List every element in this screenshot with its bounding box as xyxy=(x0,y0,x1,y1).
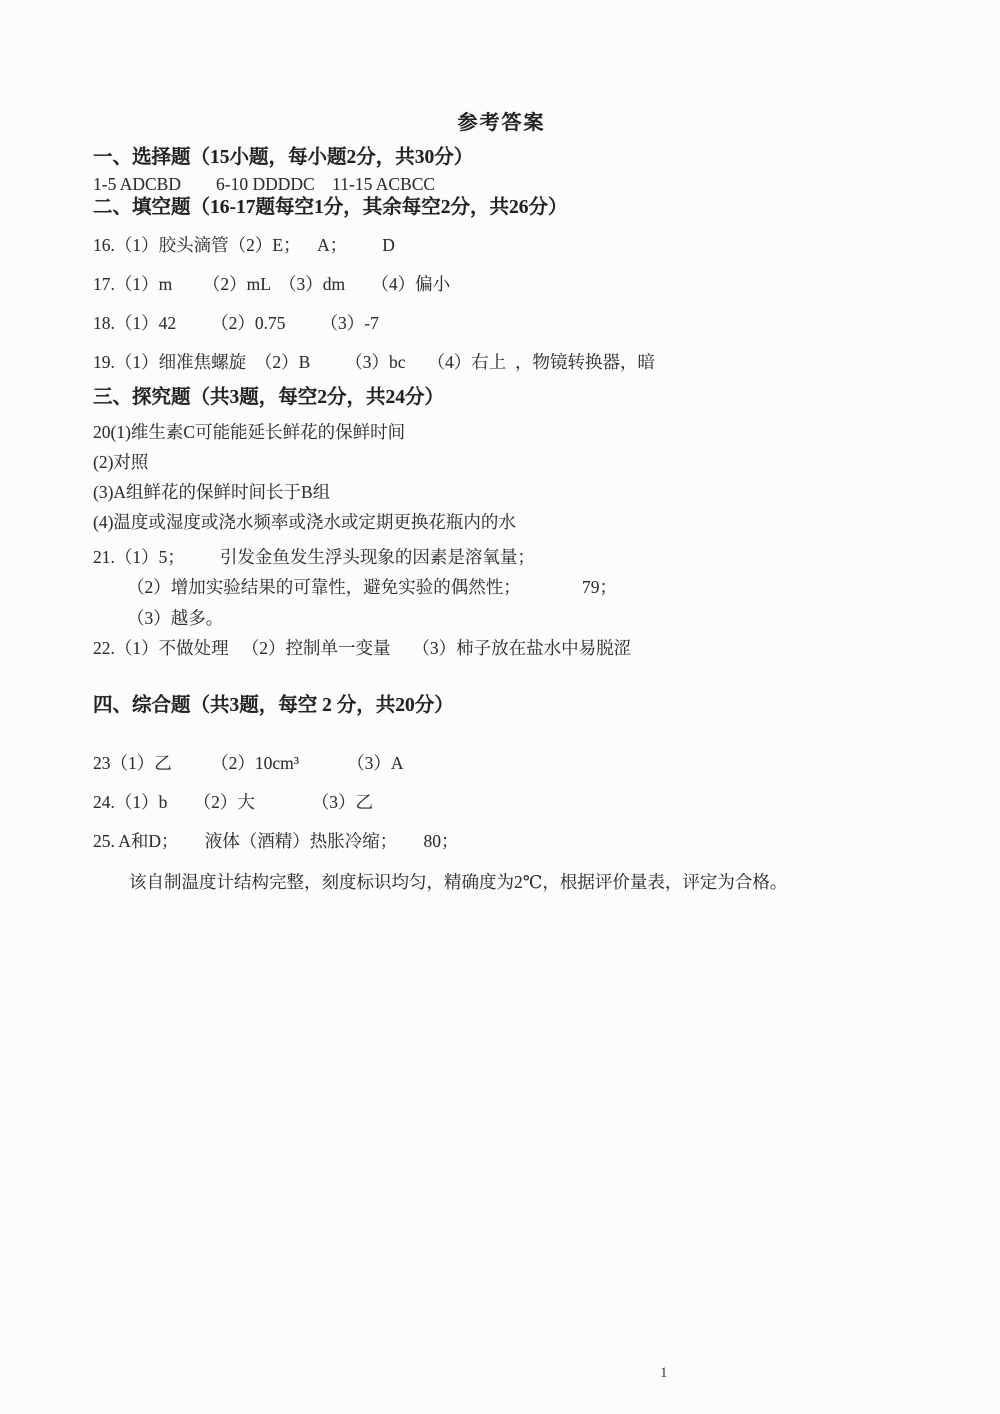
line-answers-1-15: 1-5 ADCBD 6-10 DDDDC 11-15 ACBCC xyxy=(93,174,436,194)
section-heading-multiple-choice: 一、选择题（15小题，每小题2分，共30分） xyxy=(93,147,474,168)
line-q21-part1: 21.（1）5； 引发金鱼发生浮头现象的因素是溶氧量； xyxy=(93,547,535,567)
line-q20-part2: (2)对照 xyxy=(93,452,149,472)
line-q20-part3: (3)A组鲜花的保鲜时间长于B组 xyxy=(93,482,331,502)
section-heading-comprehensive: 四、综合题（共3题，每空 2 分，共20分） xyxy=(93,695,454,716)
section-heading-inquiry: 三、探究题（共3题，每空2分，共24分） xyxy=(93,387,445,408)
line-q25: 25. A和D； 液体（酒精）热胀冷缩； 80； xyxy=(93,831,459,851)
line-q21-part3: （3）越多。 xyxy=(127,608,224,628)
line-q16: 16.（1）胶头滴管（2）E； A； D xyxy=(93,235,395,255)
line-q18: 18.（1）42 （2）0.75 （3）-7 xyxy=(93,313,379,333)
page-title: 参考答案 xyxy=(457,112,546,134)
section-heading-fill-in-blank: 二、填空题（16-17题每空1分，其余每空2分，共26分） xyxy=(93,197,568,218)
line-q17: 17.（1）m （2）mL （3）dm （4）偏小 xyxy=(93,274,451,294)
line-q24: 24.（1）b （2）大 （3）乙 xyxy=(93,792,373,812)
line-q23: 23（1）乙 （2）10cm³ （3）A xyxy=(93,753,404,773)
line-q25-note: 该自制温度计结构完整，刻度标识均匀，精确度为2℃，根据评价量表，评定为合格。 xyxy=(129,872,788,892)
line-q20-part1: 20(1)维生素C可能能延长鲜花的保鲜时间 xyxy=(93,422,406,442)
section-fill-in-blank xyxy=(93,196,910,372)
line-q22: 22.（1）不做处理 （2）控制单一变量 （3）柿子放在盐水中易脱涩 xyxy=(93,638,632,658)
section-multiple-choice xyxy=(93,146,910,194)
section-inquiry xyxy=(93,386,910,658)
line-q20-part4: (4)温度或湿度或浇水频率或浇水或定期更换花瓶内的水 xyxy=(93,512,516,532)
section-comprehensive xyxy=(93,694,910,892)
line-q19: 19.（1）细准焦螺旋 （2）B （3）bc （4）右上 ，物镜转换器，暗 xyxy=(93,352,655,372)
page-number: 1 xyxy=(660,1365,668,1381)
line-q21-part2: （2）增加实验结果的可靠性，避免实验的偶然性； 79； xyxy=(127,577,617,597)
document-content xyxy=(0,110,1000,892)
